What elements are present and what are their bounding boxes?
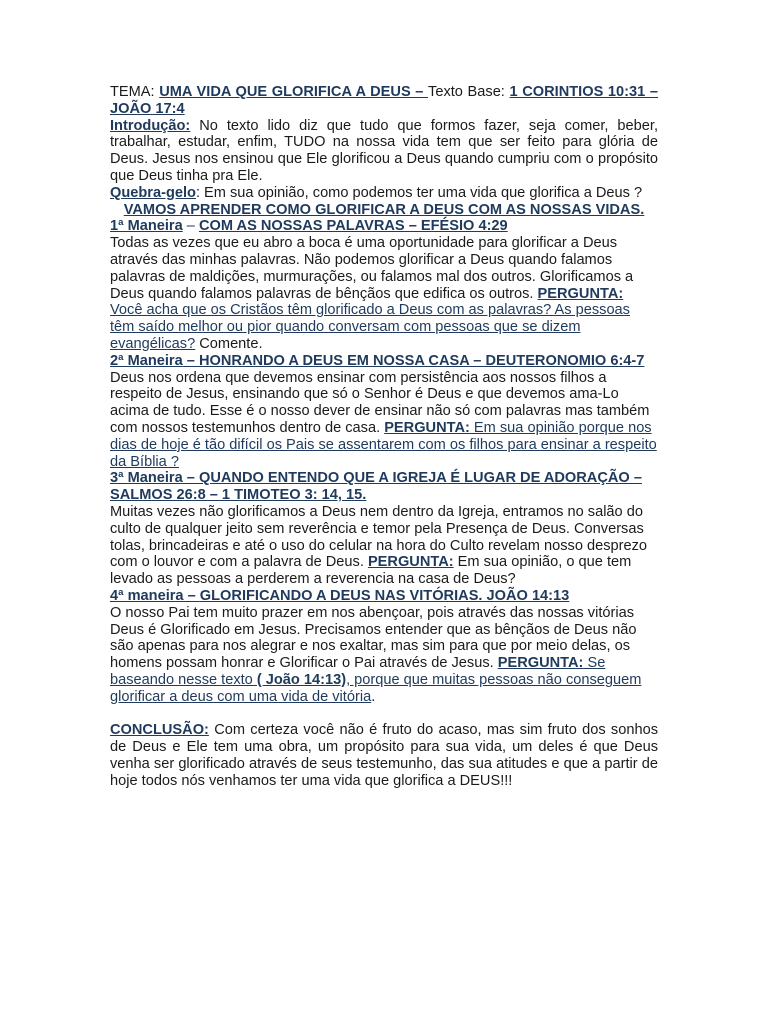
introduction-paragraph: [110, 118, 658, 185]
way-4-heading: GLORIFICANDO A DEUS NAS VITÓRIAS. JOÃO 14:13: [199, 587, 570, 604]
paragraph-spacer: [110, 705, 658, 722]
way-2-body: [110, 370, 658, 471]
way-2-question-label: PERGUNTA:: [384, 419, 470, 436]
way-3-heading: QUANDO ENTENDO QUE A IGREJA É LUGAR DE ADORAÇÃO – SALMOS 26:8 – 1 TIMOTEO 3: 14, 15.: [110, 470, 642, 504]
way-3-title: [110, 470, 658, 504]
conclusion-label: CONCLUSÃO:: [110, 722, 209, 739]
way-4-question-label: PERGUNTA:: [497, 655, 584, 672]
way-1-title: [110, 218, 658, 235]
way-2-title: [110, 353, 658, 370]
way-4-question-a: Se baseando nesse texto: [110, 655, 606, 688]
theme-line: [110, 84, 658, 118]
way-1-question-label: PERGUNTA:: [537, 285, 624, 302]
way-1-text: Todas as vezes que eu abro a boca é uma oportunidade para glorificar a Deus através das minhas palavras. Não podemos glorificar a Deus quando falamos palavras de maldições, murmurações, ou falamos mal dos outros. Glorificamos a Deus quando falamos palavras de bênçãos que edifica os outros.: [110, 235, 634, 302]
way-1-body: [110, 235, 658, 353]
way-4-question-b: , porque que muitas pessoas não conseguem glorificar a deus com uma vida de vitória: [110, 671, 642, 705]
way-3-label: 3ª Maneira: [110, 470, 183, 487]
way-4-body: [110, 605, 658, 706]
way-1-heading: COM AS NOSSAS PALAVRAS – EFÉSIO 4:29: [198, 218, 508, 235]
way-4-text: O nosso Pai tem muito prazer em nos abençoar, pois através das nossas vitórias Deus é Glorificado em Jesus. Precisamos entender que as bênçãos de Deus não são apenas para nos alegrar e nos exaltar, mas sim para que por meio delas, os homens possam honrar e Glorificar o Pai através de Jesus.: [110, 604, 637, 672]
document-page: [110, 84, 658, 790]
way-4-question-reference: ( João 14:13): [256, 671, 347, 688]
introduction-text: No texto lido diz que tudo que formos fazer, seja comer, beber, trabalhar, estudar, enfim, TUDO na nossa vida tem que ser feito para glória de Deus. Jesus nos ensinou que Ele glorificou a Deus quando cumpriu com o propósito que Deus tinha pra Ele.: [110, 117, 658, 184]
way-3-tail: Em sua opinião, o que tem levado as pessoas a perderem a reverencia na casa de Deus?: [110, 554, 632, 588]
way-1-separator: –: [182, 218, 199, 235]
conclusion-text: Com certeza você não é fruto do acaso, mas sim fruto dos sonhos de Deus e Ele tem uma obra, um propósito para sua vida, um deles é que Deus venha ser glorificado através de seus testemunho, das sua atitudes e que a partir de hoje todos nós venhamos ter uma vida que glorifica a DEUS!!!: [110, 722, 658, 789]
way-2-separator: –: [182, 352, 199, 369]
way-1-label: 1ª Maneira: [110, 218, 183, 235]
way-4-label: 4ª maneira: [110, 587, 184, 604]
way-3-body: [110, 504, 658, 588]
way-2-label: 2ª Maneira: [110, 352, 183, 369]
base-reference: 1 CORINTIOS 10:31 – JOÃO 17:4: [110, 84, 658, 117]
icebreaker-paragraph: [110, 185, 658, 202]
way-3-separator: –: [182, 470, 199, 487]
way-3-question-label: PERGUNTA:: [367, 554, 454, 571]
way-4-separator: –: [183, 587, 200, 604]
way-4-tail: .: [371, 688, 376, 705]
way-1-question: Você acha que os Cristãos têm glorificado a Deus com as palavras? As pessoas têm saído melhor ou pior quando conversam com pessoas que se dizem evangélicas?: [110, 302, 630, 352]
base-label: Texto Base:: [428, 84, 510, 100]
theme-label: TEMA:: [110, 84, 160, 100]
way-2-text: Deus nos ordena que devemos ensinar com persistência aos nossos filhos a respeito de Jesus, ensinando que só o Senhor é Deus e que devemos ama-Lo acima de tudo. Esse é o nosso dever de ensinar não só com palavras mas também com nossos testemunhos dentro de casa.: [110, 369, 650, 436]
icebreaker-text: : Em sua opinião, como podemos ter uma vida que glorifica a Deus ?: [195, 184, 643, 201]
way-2-heading: HONRANDO A DEUS EM NOSSA CASA – DEUTERONOMIO 6:4-7: [198, 352, 645, 369]
way-3-text: Muitas vezes não glorificamos a Deus nem dentro da Igreja, entramos no salão do culto de qualquer jeito sem reverência e temor pela Presença de Deus. Conversas tolas, brincadeiras e até o uso do celular na hora do Culto revelam nosso desprezo com o louvor e com a palavra de Deus.: [110, 503, 648, 571]
way-2-question: Em sua opinião porque nos dias de hoje é tão difícil os Pais se assentarem com os filhos para ensinar a respeito da Bíblia ?: [110, 419, 657, 470]
conclusion-paragraph: [110, 722, 658, 789]
icebreaker-label: Quebra-gelo: [110, 184, 196, 201]
way-1-tail: Comente.: [195, 335, 263, 352]
way-4-title: [110, 588, 658, 605]
introduction-label: Introdução:: [110, 117, 191, 134]
section-heading: VAMOS APRENDER COMO GLORIFICAR A DEUS COM AS NOSSAS VIDAS.: [123, 201, 645, 218]
theme-title: UMA VIDA QUE GLORIFICA A DEUS –: [159, 84, 429, 100]
